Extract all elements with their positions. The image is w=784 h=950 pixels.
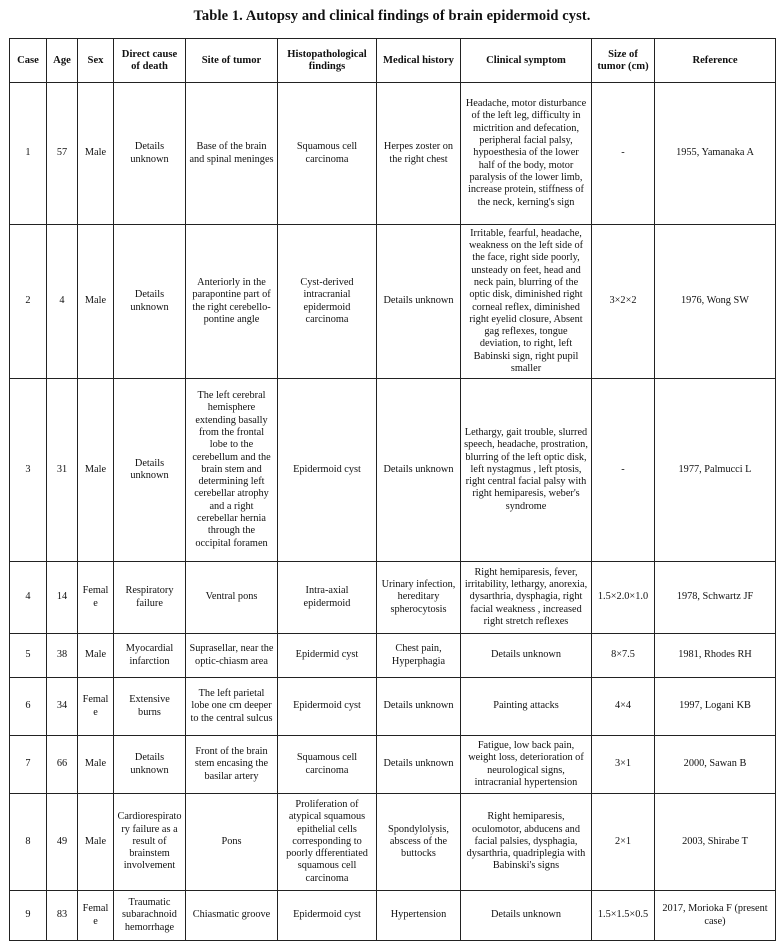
table-row — [10, 379, 776, 562]
cell-site: Suprasellar, near the optic-chiasm area — [186, 634, 278, 678]
cell-size: 1.5×1.5×0.5 — [592, 891, 655, 941]
cell-symptom: Irritable, fearful, headache, weakness on the left side of the face, right side poorly, unsteady on feet, head and neck pain, blurring of the optic disk, diminished right corneal reflex, diminished right eyelid closure, Absent gag reflexes, tongue deviation, to right, left Babinski sign, right pupil smaller — [461, 225, 592, 379]
table-row — [10, 634, 776, 678]
cell-cause: Traumatic subarachnoid hemorrhage — [114, 891, 186, 941]
cell-histo: Squamous cell carcinoma — [278, 736, 377, 794]
cell-histo: Intra-axial epidermoid — [278, 562, 377, 634]
cell-age: 31 — [47, 379, 78, 562]
cell-cause: Details unknown — [114, 736, 186, 794]
cell-history: Hypertension — [377, 891, 461, 941]
table-row — [10, 794, 776, 891]
cell-reference: 2003, Shirabe T — [655, 794, 776, 891]
col-header-site: Site of tumor — [186, 39, 278, 83]
cell-site: Base of the brain and spinal meninges — [186, 83, 278, 225]
col-header-history: Medical history — [377, 39, 461, 83]
cell-age: 34 — [47, 678, 78, 736]
cell-cause: Myocardial infarction — [114, 634, 186, 678]
cell-reference: 1977, Palmucci L — [655, 379, 776, 562]
cell-size: 4×4 — [592, 678, 655, 736]
table-row — [10, 225, 776, 379]
cell-reference: 1955, Yamanaka A — [655, 83, 776, 225]
col-header-case: Case — [10, 39, 47, 83]
cell-size: 8×7.5 — [592, 634, 655, 678]
cell-age: 14 — [47, 562, 78, 634]
cell-site: The left cerebral hemisphere extending basally from the frontal lobe to the cerebellum and the brain stem and determining left cerebellar atrophy and a right cerebellar hernia through the occipital foramen — [186, 379, 278, 562]
cell-age: 57 — [47, 83, 78, 225]
cell-age: 38 — [47, 634, 78, 678]
col-header-age: Age — [47, 39, 78, 83]
cell-age: 49 — [47, 794, 78, 891]
cell-history: Spondylolysis, abscess of the buttocks — [377, 794, 461, 891]
table-caption: Table 1. Autopsy and clinical findings of brain epidermoid cyst. — [193, 8, 591, 24]
cell-age: 83 — [47, 891, 78, 941]
cell-reference: 2017, Morioka F (present case) — [655, 891, 776, 941]
cell-sex: Male — [78, 83, 114, 225]
cell-histo: Epidermoid cyst — [278, 891, 377, 941]
table-row — [10, 678, 776, 736]
cell-size: 1.5×2.0×1.0 — [592, 562, 655, 634]
cell-sex: Female — [78, 562, 114, 634]
cell-size: - — [592, 379, 655, 562]
cell-sex: Male — [78, 225, 114, 379]
cell-cause: Extensive burns — [114, 678, 186, 736]
cell-histo: Epidermid cyst — [278, 634, 377, 678]
cell-histo: Cyst-derived intracranial epidermoid carcinoma — [278, 225, 377, 379]
cell-site: Ventral pons — [186, 562, 278, 634]
cell-case: 2 — [10, 225, 47, 379]
cell-sex: Female — [78, 678, 114, 736]
cell-symptom: Fatigue, low back pain, weight loss, deterioration of neurological signs, intracranial hypertension — [461, 736, 592, 794]
cell-case: 7 — [10, 736, 47, 794]
cell-cause: Cardiorespiratory failure as a result of brainstem involvement — [114, 794, 186, 891]
cell-history: Details unknown — [377, 736, 461, 794]
cell-size: 3×1 — [592, 736, 655, 794]
cell-symptom: Painting attacks — [461, 678, 592, 736]
table-row — [10, 736, 776, 794]
cell-symptom: Right hemiparesis, oculomotor, abducens and facial palsies, dysphagia, dysarthria, quadriplegia with Babinski's signs — [461, 794, 592, 891]
cell-case: 1 — [10, 83, 47, 225]
cell-reference: 1981, Rhodes RH — [655, 634, 776, 678]
cell-site: Front of the brain stem encasing the basilar artery — [186, 736, 278, 794]
cell-sex: Female — [78, 891, 114, 941]
cell-site: Pons — [186, 794, 278, 891]
cell-size: 2×1 — [592, 794, 655, 891]
cell-sex: Male — [78, 736, 114, 794]
cell-symptom: Headache, motor disturbance of the left leg, difficulty in mictrition and defecation, peripheral facial palsy, hypoesthesia of the lower half of the body, motor paralysis of the lower limb, increase protein, stiffness of the neck, kerning's sign — [461, 83, 592, 225]
col-header-sex: Sex — [78, 39, 114, 83]
findings-table — [9, 38, 776, 941]
cell-cause: Details unknown — [114, 225, 186, 379]
cell-histo: Squamous cell carcinoma — [278, 83, 377, 225]
cell-site: Chiasmatic groove — [186, 891, 278, 941]
cell-history: Details unknown — [377, 225, 461, 379]
cell-symptom: Right hemiparesis, fever, irritability, lethargy, anorexia, dysarthria, dysphagia, right facial weakness , increased right stretch reflexes — [461, 562, 592, 634]
cell-case: 8 — [10, 794, 47, 891]
cell-history: Details unknown — [377, 379, 461, 562]
table-row — [10, 83, 776, 225]
cell-reference: 1978, Schwartz JF — [655, 562, 776, 634]
cell-cause: Respiratory failure — [114, 562, 186, 634]
col-header-symptom: Clinical symptom — [461, 39, 592, 83]
cell-symptom: Details unknown — [461, 634, 592, 678]
table-row — [10, 891, 776, 941]
cell-site: Anteriorly in the parapontine part of the right cerebello-pontine angle — [186, 225, 278, 379]
cell-history: Details unknown — [377, 678, 461, 736]
col-header-histo: Histopathological findings — [278, 39, 377, 83]
cell-cause: Details unknown — [114, 379, 186, 562]
cell-case: 5 — [10, 634, 47, 678]
cell-age: 4 — [47, 225, 78, 379]
cell-sex: Male — [78, 634, 114, 678]
cell-size: - — [592, 83, 655, 225]
cell-histo: Epidermoid cyst — [278, 678, 377, 736]
col-header-cause: Direct cause of death — [114, 39, 186, 83]
cell-case: 6 — [10, 678, 47, 736]
cell-sex: Male — [78, 379, 114, 562]
cell-history: Chest pain, Hyperphagia — [377, 634, 461, 678]
col-header-reference: Reference — [655, 39, 776, 83]
cell-reference: 2000, Sawan B — [655, 736, 776, 794]
col-header-size: Size of tumor (cm) — [592, 39, 655, 83]
cell-history: Urinary infection, hereditary spherocytosis — [377, 562, 461, 634]
cell-case: 3 — [10, 379, 47, 562]
cell-age: 66 — [47, 736, 78, 794]
cell-symptom: Lethargy, gait trouble, slurred speech, headache, prostration, blurring of the left optic disk, left nystagmus , left ptosis, right central facial palsy with right hemiparesis, weber's syndrome — [461, 379, 592, 562]
cell-site: The left parietal lobe one cm deeper to the central sulcus — [186, 678, 278, 736]
cell-reference: 1997, Logani KB — [655, 678, 776, 736]
cell-histo: Proliferation of atypical squamous epithelial cells corresponding to poorly dfferentiated squamous cell carcinoma — [278, 794, 377, 891]
header-row — [10, 39, 776, 83]
cell-case: 4 — [10, 562, 47, 634]
cell-cause: Details unknown — [114, 83, 186, 225]
cell-history: Herpes zoster on the right chest — [377, 83, 461, 225]
cell-size: 3×2×2 — [592, 225, 655, 379]
cell-case: 9 — [10, 891, 47, 941]
cell-reference: 1976, Wong SW — [655, 225, 776, 379]
cell-histo: Epidermoid cyst — [278, 379, 377, 562]
table-row — [10, 562, 776, 634]
cell-sex: Male — [78, 794, 114, 891]
cell-symptom: Details unknown — [461, 891, 592, 941]
